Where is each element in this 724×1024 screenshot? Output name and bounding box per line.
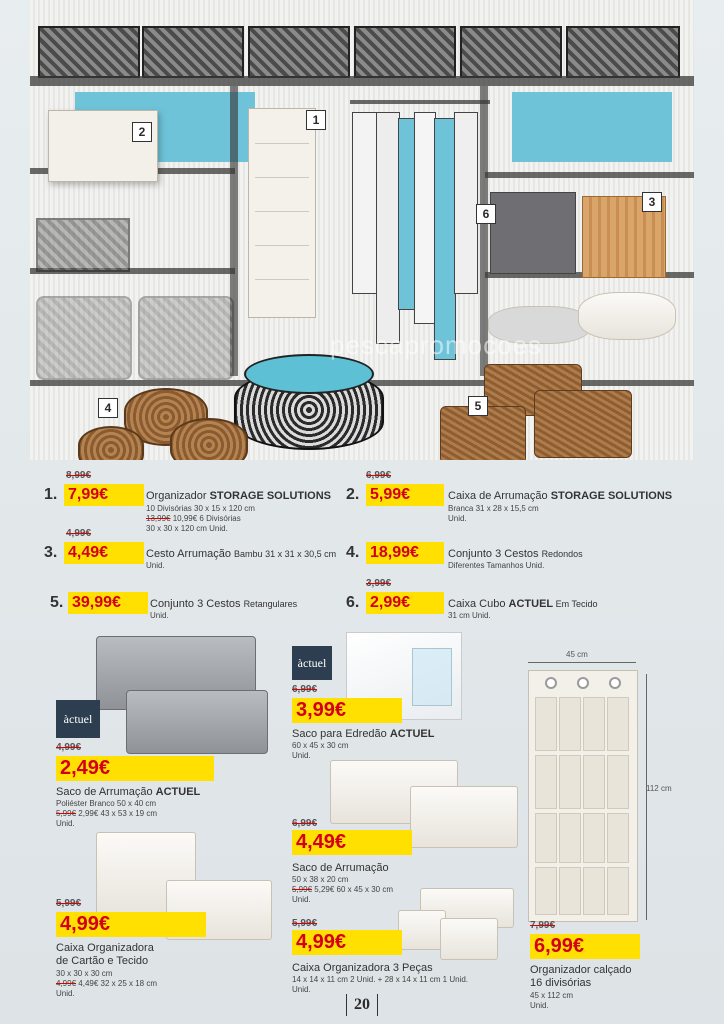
item-details: Diferentes Tamanhos Unid. [448, 561, 545, 570]
price-tag: 6,99€ [530, 934, 640, 959]
product-name: Organizador calçado 16 divisórias [530, 964, 632, 989]
item-details: Unid. [146, 561, 165, 570]
sketch-basket [354, 26, 456, 78]
item-title: Conjunto 3 Cestos Redondos [448, 548, 583, 560]
price-tag: 7,99€ [64, 484, 144, 506]
item-number: 1. [44, 486, 58, 503]
price-list [30, 466, 694, 626]
old-price: 6,99€ [292, 684, 318, 695]
item-tag-5: 5 [468, 396, 488, 416]
storage-bag-white [410, 786, 518, 848]
blue-panel [512, 92, 672, 162]
product-name: Caixa Organizadora de Cartão e Tecido [56, 942, 154, 967]
product-details: 50 x 38 x 20 cm 5,99€ 5,29€ 60 x 45 x 30 cm Unid. [292, 875, 393, 904]
sketch-garment [454, 112, 478, 294]
price-tag: 2,49€ [56, 756, 214, 781]
item-number: 2. [346, 486, 360, 503]
dimension-line [646, 674, 647, 920]
sketch-basket [566, 26, 680, 78]
price-tag: 4,49€ [64, 542, 144, 564]
product-details: 45 x 112 cm Unid. [530, 991, 573, 1010]
storage-bag-grey [126, 690, 268, 754]
product-details: Poliéster Branco 50 x 40 cm 5,99€ 2,99€ 43 x 53 x 19 cm Unid. [56, 799, 157, 828]
sketch-basket [38, 26, 140, 78]
old-price: 7,99€ [530, 920, 556, 931]
old-price: 4,99€ [66, 528, 92, 539]
sketch-garment [434, 118, 456, 360]
sketch-basket [142, 26, 244, 78]
width-label: 45 cm [566, 650, 588, 659]
item-tag-1: 1 [306, 110, 326, 130]
item-title: Organizador STORAGE SOLUTIONS [146, 490, 332, 502]
price-tag: 18,99€ [366, 542, 444, 564]
brand-logo: àctuel [292, 646, 332, 680]
product-details: 14 x 14 x 11 cm 2 Unid. + 28 x 14 x 11 cm 1 Unid. Unid. [292, 975, 469, 994]
item-tag-6: 6 [476, 204, 496, 224]
brand-logo: àctuel [56, 700, 100, 738]
product-details: 60 x 45 x 30 cm Unid. [292, 741, 349, 760]
old-price: 5,99€ [56, 898, 82, 909]
item-title: Conjunto 3 Cestos Retangulares [150, 598, 298, 610]
sketch-cushion [578, 292, 676, 340]
watermark: pescapromocoes [330, 330, 542, 360]
sketch-shelf [30, 76, 694, 86]
product-name: Caixa Organizadora 3 Peças [292, 962, 433, 974]
old-price: 3,99€ [366, 578, 392, 589]
product-details: 30 x 30 x 30 cm 4,99€ 4,49€ 32 x 25 x 18 cm Unid. [56, 969, 157, 998]
organizer-box-3pcs [440, 918, 498, 960]
sketch-basket [36, 218, 130, 272]
item-details: 10 Divisórias 30 x 15 x 120 cm 13,99€ 10,99€ 6 Divisórias 30 x 30 x 120 cm Unid. [146, 504, 255, 533]
item-tag-2: 2 [132, 122, 152, 142]
item-number: 3. [44, 544, 58, 561]
item-title: Caixa Cubo ACTUEL Em Tecido [448, 598, 598, 610]
sketch-garment [376, 112, 400, 344]
item-details: Branca 31 x 28 x 15,5 cm Unid. [448, 504, 539, 523]
rect-basket-small [534, 390, 632, 458]
product-name: Saco para Edredão ACTUEL [292, 728, 435, 740]
item-number: 4. [346, 544, 360, 561]
item-tag-3: 3 [642, 192, 662, 212]
item-number: 6. [346, 594, 360, 611]
item-tag-4: 4 [98, 398, 118, 418]
round-basket-small [78, 426, 144, 460]
page-number: 20 [346, 994, 378, 1016]
sketch-basket [248, 26, 350, 78]
shoe-organizer [528, 670, 638, 922]
old-price: 5,99€ [292, 918, 318, 929]
sketch-garment [352, 112, 378, 294]
price-tag: 5,99€ [366, 484, 444, 506]
item-title: Caixa de Arrumação STORAGE SOLUTIONS [448, 490, 673, 502]
price-tag: 3,99€ [292, 698, 402, 723]
item-details: Unid. [150, 611, 169, 620]
item-number: 5. [50, 594, 64, 611]
price-tag: 4,49€ [292, 830, 412, 855]
storage-box-white [48, 110, 158, 182]
height-label: 112 cm [646, 784, 672, 793]
price-tag: 4,99€ [292, 930, 402, 955]
old-price: 6,99€ [292, 818, 318, 829]
sketch-basket [460, 26, 562, 78]
clothes-rail [350, 100, 490, 104]
hanging-organizer [248, 108, 316, 318]
sketch-basket [138, 296, 234, 380]
sketch-basket [36, 296, 132, 380]
duvet-bag-window [412, 648, 452, 706]
item-title: Cesto Arrumação Bambu 31 x 31 x 30,5 cm [146, 548, 337, 560]
fabric-cube-grey [490, 192, 576, 274]
sketch-shelf [485, 172, 694, 178]
old-price: 4,99€ [56, 742, 82, 753]
old-price: 8,99€ [66, 470, 92, 481]
old-price: 6,99€ [366, 470, 392, 481]
item-details: 31 cm Unid. [448, 611, 491, 620]
sketch-garment [414, 112, 436, 324]
round-basket-medium [170, 418, 248, 460]
price-tag: 2,99€ [366, 592, 444, 614]
dimension-line [528, 662, 636, 663]
price-tag: 39,99€ [68, 592, 148, 614]
organizer-box-3pcs [398, 910, 446, 950]
price-tag: 4,99€ [56, 912, 206, 937]
product-name: Saco de Arrumação [292, 862, 389, 874]
product-name: Saco de Arrumação ACTUEL [56, 786, 201, 798]
hero-illustration [30, 0, 694, 460]
